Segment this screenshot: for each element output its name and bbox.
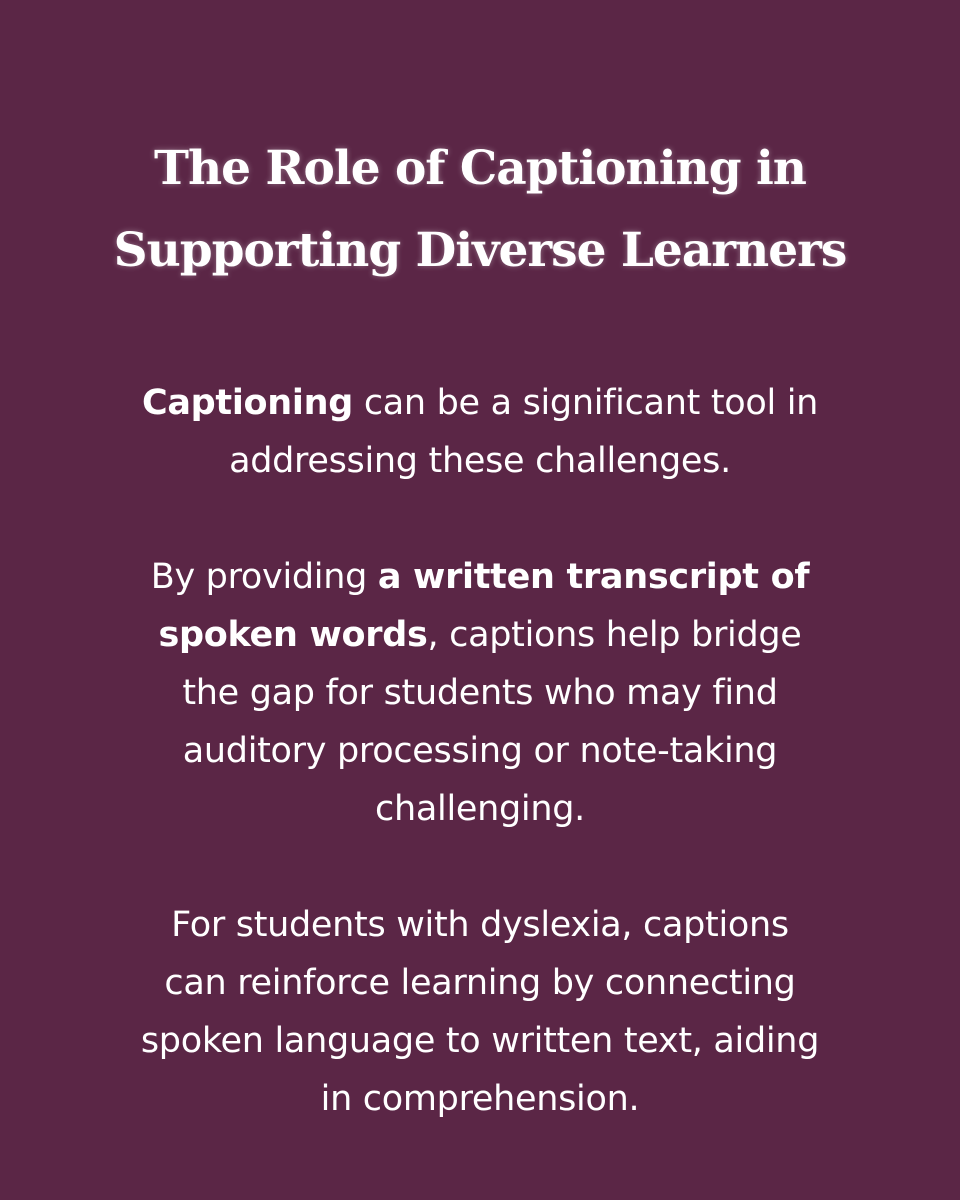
bold-phrase: Captioning: [141, 383, 353, 423]
paragraph-dyslexia: [50, 896, 910, 1128]
card-title: [40, 128, 920, 292]
paragraph-line: By providing a written transcript of: [150, 557, 810, 597]
paragraph-line: the gap for students who may find: [182, 673, 778, 713]
paragraph-line: auditory processing or note-taking: [182, 731, 778, 771]
paragraph-line: in comprehension.: [320, 1079, 640, 1119]
paragraph-written-transcript: [50, 548, 910, 838]
paragraph-line: Captioning can be a significant tool in: [141, 383, 819, 423]
paragraph-line: addressing these challenges.: [229, 441, 731, 481]
bold-phrase: spoken words: [158, 615, 428, 655]
card-body: [50, 374, 910, 1128]
paragraph-line: spoken language to written text, aiding: [140, 1021, 820, 1061]
paragraph-line: challenging.: [375, 789, 585, 829]
bold-phrase: a written transcript of: [377, 557, 810, 597]
title-line-1: The Role of Captioning in: [154, 141, 806, 196]
paragraph-line: For students with dyslexia, captions: [171, 905, 789, 945]
paragraph-captioning-tool: [50, 374, 910, 490]
title-line-2: Supporting Diverse Learners: [113, 223, 847, 278]
paragraph-line: spoken words, captions help bridge: [158, 615, 802, 655]
paragraph-line: can reinforce learning by connecting: [164, 963, 796, 1003]
